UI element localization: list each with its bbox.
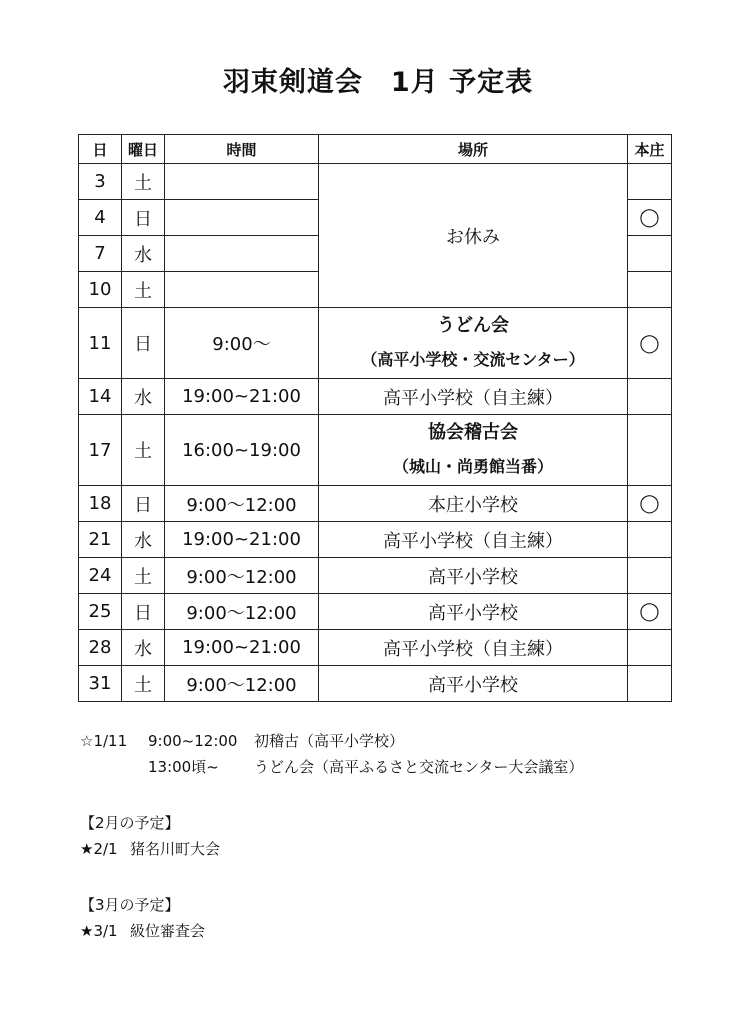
- place-event-title: うどん会: [437, 315, 509, 336]
- cell-place: 高平小学校（自主練）: [319, 630, 628, 666]
- table-header-row: [79, 135, 672, 164]
- table-row: [79, 666, 672, 702]
- cell-day: 4: [79, 200, 122, 236]
- cell-day: 31: [79, 666, 122, 702]
- cell-honjo: [628, 164, 672, 200]
- cell-weekday: 水: [122, 522, 165, 558]
- cell-time: 9:00〜12:00: [165, 486, 319, 522]
- cell-day: 24: [79, 558, 122, 594]
- place-event-location: （高平小学校・交流センター）: [361, 350, 585, 369]
- header-weekday: 曜日: [122, 135, 165, 164]
- note-time: 13:00頃~: [148, 758, 219, 776]
- cell-weekday: 日: [122, 486, 165, 522]
- cell-weekday: 土: [122, 164, 165, 200]
- cell-time: 9:00〜12:00: [165, 558, 319, 594]
- table-row: [79, 486, 672, 522]
- cell-day: 3: [79, 164, 122, 200]
- cell-time: 16:00~19:00: [165, 415, 319, 486]
- cell-time: [165, 164, 319, 200]
- cell-honjo: [628, 666, 672, 702]
- cell-weekday: 土: [122, 272, 165, 308]
- feb-item-date: ★2/1: [80, 840, 118, 858]
- feb-header: 【2月の予定】: [80, 814, 180, 832]
- cell-place: 高平小学校（自主練）: [319, 522, 628, 558]
- cell-honjo: ◯: [628, 308, 672, 379]
- cell-weekday: 土: [122, 558, 165, 594]
- cell-day: 18: [79, 486, 122, 522]
- cell-time: [165, 272, 319, 308]
- cell-day: 10: [79, 272, 122, 308]
- cell-time: 19:00~21:00: [165, 630, 319, 666]
- cell-time: [165, 236, 319, 272]
- cell-weekday: 日: [122, 308, 165, 379]
- cell-honjo: ◯: [628, 486, 672, 522]
- cell-place-rest: お休み: [319, 164, 628, 308]
- cell-place: 高平小学校: [319, 558, 628, 594]
- table-row: [79, 164, 672, 200]
- cell-place: 高平小学校（自主練）: [319, 379, 628, 415]
- header-honjo: 本庄: [628, 135, 672, 164]
- table-row: [79, 594, 672, 630]
- notes-section: [80, 728, 720, 944]
- note-line: [80, 728, 720, 754]
- header-day: 日: [79, 135, 122, 164]
- note-text: うどん会（高平ふるさと交流センター大会議室）: [254, 758, 584, 776]
- table-row: [79, 415, 672, 486]
- cell-time: 9:00〜12:00: [165, 594, 319, 630]
- cell-weekday: 土: [122, 415, 165, 486]
- cell-place: 高平小学校: [319, 594, 628, 630]
- table-row: [79, 558, 672, 594]
- place-event-title: 協会稽古会: [428, 422, 518, 443]
- note-text: 初稽古（高平小学校）: [254, 732, 405, 750]
- cell-honjo: ◯: [628, 594, 672, 630]
- feb-item-text: 猪名川町大会: [130, 840, 221, 858]
- note-date: ☆1/11: [80, 732, 128, 750]
- cell-weekday: 日: [122, 594, 165, 630]
- header-time: 時間: [165, 135, 319, 164]
- cell-weekday: 土: [122, 666, 165, 702]
- cell-place: 本庄小学校: [319, 486, 628, 522]
- note-time: 9:00~12:00: [148, 732, 238, 750]
- page-title: 羽束剣道会 1月 予定表: [222, 67, 534, 98]
- cell-weekday: 水: [122, 630, 165, 666]
- cell-day: 17: [79, 415, 122, 486]
- header-place: 場所: [319, 135, 628, 164]
- cell-time: 9:00〜: [165, 308, 319, 379]
- cell-day: 14: [79, 379, 122, 415]
- cell-honjo: [628, 630, 672, 666]
- cell-weekday: 水: [122, 236, 165, 272]
- cell-honjo: [628, 415, 672, 486]
- cell-time: 19:00~21:00: [165, 379, 319, 415]
- feb-item: [80, 836, 720, 862]
- mar-item: [80, 918, 720, 944]
- cell-time: 19:00~21:00: [165, 522, 319, 558]
- table-row: [79, 522, 672, 558]
- cell-honjo: [628, 522, 672, 558]
- table-row: [79, 379, 672, 415]
- cell-place: [319, 308, 628, 379]
- table-row: [79, 630, 672, 666]
- cell-time: [165, 200, 319, 236]
- cell-honjo: [628, 272, 672, 308]
- table-row: [79, 308, 672, 379]
- mar-header: 【3月の予定】: [80, 896, 180, 914]
- cell-honjo: ◯: [628, 200, 672, 236]
- cell-day: 21: [79, 522, 122, 558]
- cell-place: [319, 415, 628, 486]
- mar-item-date: ★3/1: [80, 922, 118, 940]
- cell-day: 11: [79, 308, 122, 379]
- cell-place: 高平小学校: [319, 666, 628, 702]
- cell-honjo: [628, 379, 672, 415]
- mar-item-text: 級位審査会: [130, 922, 206, 940]
- cell-day: 25: [79, 594, 122, 630]
- cell-time: 9:00〜12:00: [165, 666, 319, 702]
- cell-honjo: [628, 558, 672, 594]
- cell-weekday: 日: [122, 200, 165, 236]
- cell-honjo: [628, 236, 672, 272]
- note-line: [80, 754, 720, 780]
- cell-weekday: 水: [122, 379, 165, 415]
- place-event-location: （城山・尚勇館当番）: [392, 457, 553, 476]
- cell-day: 7: [79, 236, 122, 272]
- cell-day: 28: [79, 630, 122, 666]
- schedule-table: [78, 134, 672, 702]
